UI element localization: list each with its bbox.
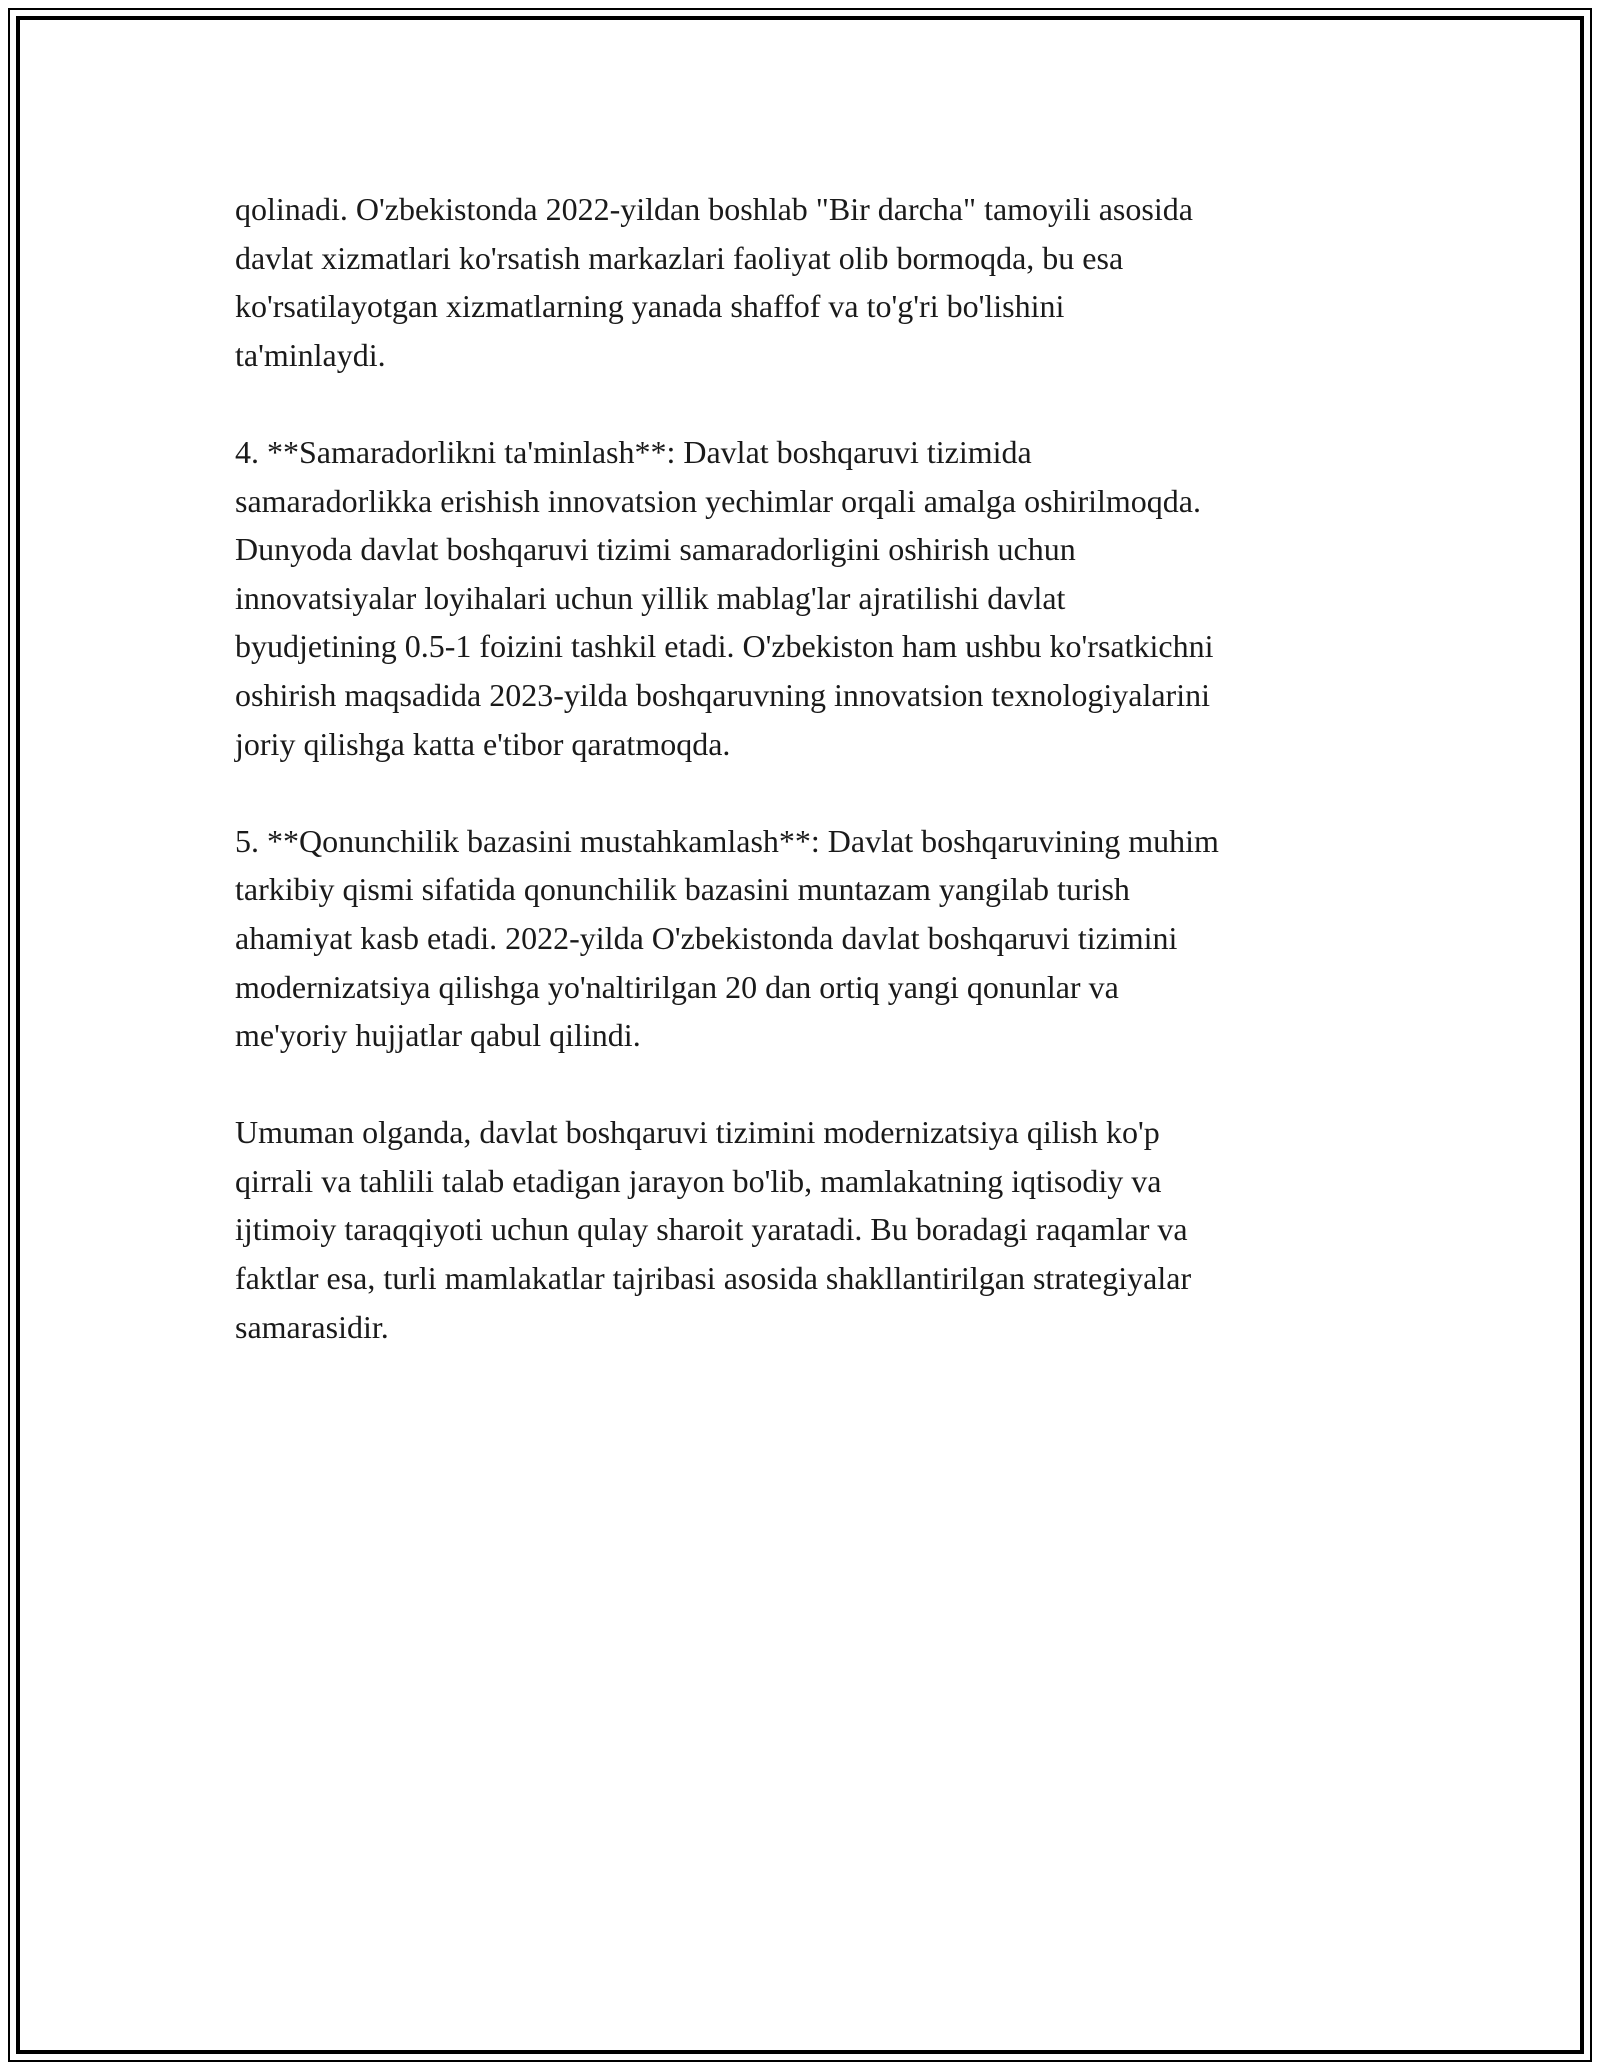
paragraph-item-5-legislation: 5. **Qonunchilik bazasini mustahkamlash**: Davlat boshqaruvining muhim tarkibiy qismi sifatida qonunchilik bazasini muntazam yangilab turish ahamiyat kasb etadi. 2022-yilda O'zbekistonda davlat boshqaruvi tizimini modernizatsiya qilishga yo'naltirilgan 20 dan ortiq yangi qonunlar va me'yoriy hujjatlar qabul qilindi.: [235, 822, 1219, 1054]
paragraph-intro-continuation: qolinadi. O'zbekistonda 2022-yildan boshlab "Bir darcha" tamoyili asosida davlat xizmatlari ko'rsatish markazlari faoliyat olib bormoqda, bu esa ko'rsatilayotgan xizmatlarning yanada shaffof va to'g'ri bo'lishini ta'minlaydi.: [235, 191, 1193, 373]
document-body: [235, 185, 1385, 1400]
paragraph-item-4-efficiency: 4. **Samaradorlikni ta'minlash**: Davlat boshqaruvi tizimida samaradorlikka erishish innovatsion yechimlar orqali amalga oshirilmoqda. Dunyoda davlat boshqaruvi tizimi samaradorligini oshirish uchun innovatsiyalar loyihalari uchun yillik mablag'lar ajratilishi davlat byudjetining 0.5-1 foizini tashkil etadi. O'zbekiston ham ushbu ko'rsatkichni oshirish maqsadida 2023-yilda boshqaruvning innovatsion texnologiyalarini joriy qilishga katta e'tibor qaratmoqda.: [235, 433, 1214, 762]
paragraph-conclusion: Umuman olganda, davlat boshqaruvi tizimini modernizatsiya qilish ko'p qirrali va tahlili talab etadigan jarayon bo'lib, mamlakatning iqtisodiy va ijtimoiy taraqqiyoti uchun qulay sharoit yaratadi. Bu boradagi raqamlar va faktlar esa, turli mamlakatlar tajribasi asosida shakllantirilgan strategiyalar samarasidir.: [235, 1114, 1192, 1345]
